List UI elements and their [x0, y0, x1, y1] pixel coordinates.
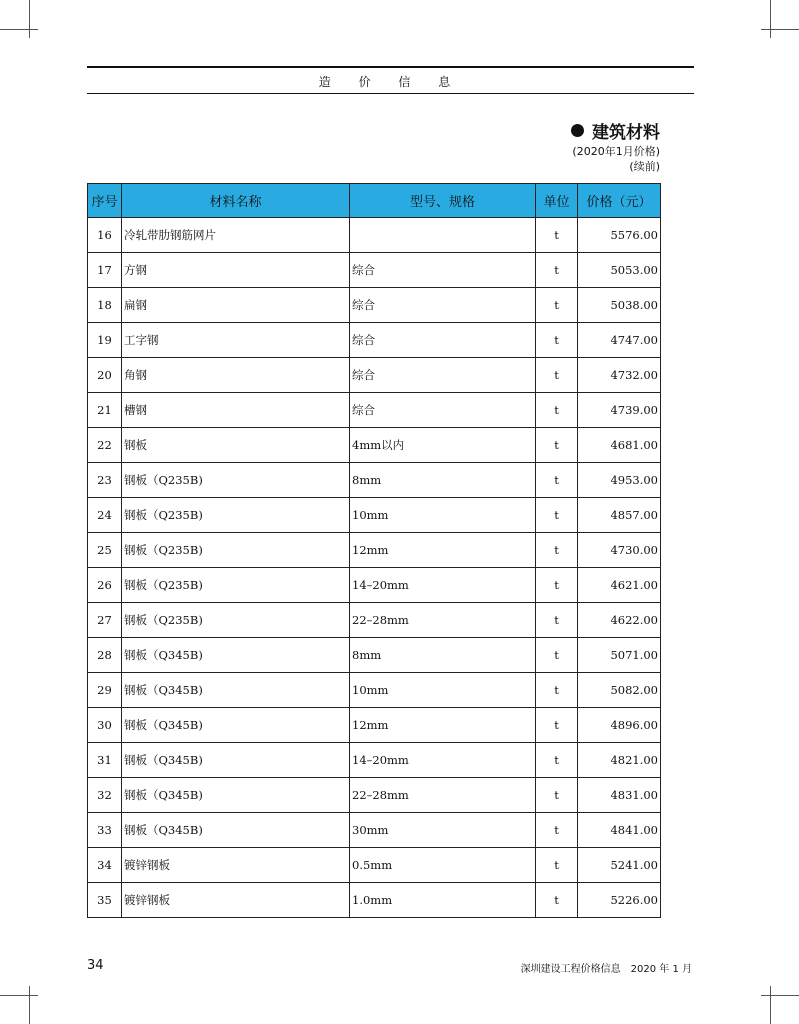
cell-material-name: 镀锌钢板	[122, 883, 350, 918]
cell-price: 4730.00	[578, 533, 661, 568]
section-heading	[571, 118, 660, 143]
publication-info: 深圳建设工程价格信息 2020 年 1 月	[520, 964, 692, 975]
table-row	[88, 393, 661, 428]
cell-price: 4953.00	[578, 463, 661, 498]
cell-unit: t	[536, 708, 578, 743]
cell-no: 26	[88, 568, 122, 603]
table-row	[88, 708, 661, 743]
cell-unit: t	[536, 463, 578, 498]
cell-material-name: 扁钢	[122, 288, 350, 323]
cell-price: 4857.00	[578, 498, 661, 533]
cell-price: 4831.00	[578, 778, 661, 813]
table-row	[88, 673, 661, 708]
table-row	[88, 883, 661, 918]
cell-spec: 综合	[350, 253, 536, 288]
cell-no: 20	[88, 358, 122, 393]
table-row	[88, 253, 661, 288]
table-row	[88, 813, 661, 848]
crop-mark	[0, 29, 38, 30]
cell-no: 31	[88, 743, 122, 778]
table-row	[88, 638, 661, 673]
cell-price: 4622.00	[578, 603, 661, 638]
cell-spec: 8mm	[350, 638, 536, 673]
page-number: 34	[87, 958, 104, 973]
cell-unit: t	[536, 428, 578, 463]
cell-price: 4681.00	[578, 428, 661, 463]
col-header-unit: 单位	[536, 184, 578, 218]
cell-unit: t	[536, 848, 578, 883]
crop-mark	[0, 995, 38, 996]
cell-unit: t	[536, 638, 578, 673]
cell-no: 19	[88, 323, 122, 358]
table-row	[88, 603, 661, 638]
cell-material-name: 镀锌钢板	[122, 848, 350, 883]
cell-price: 5226.00	[578, 883, 661, 918]
cell-unit: t	[536, 603, 578, 638]
cell-price: 4896.00	[578, 708, 661, 743]
cell-no: 35	[88, 883, 122, 918]
cell-unit: t	[536, 218, 578, 253]
table-row	[88, 428, 661, 463]
cell-spec: 4mm以内	[350, 428, 536, 463]
cell-no: 18	[88, 288, 122, 323]
cell-price: 5038.00	[578, 288, 661, 323]
cell-price: 5071.00	[578, 638, 661, 673]
cell-material-name: 钢板（Q235B)	[122, 533, 350, 568]
cell-no: 27	[88, 603, 122, 638]
cell-price: 4621.00	[578, 568, 661, 603]
cell-unit: t	[536, 253, 578, 288]
cell-price: 4732.00	[578, 358, 661, 393]
cell-spec: 综合	[350, 358, 536, 393]
cell-spec: 10mm	[350, 673, 536, 708]
crop-mark	[29, 986, 30, 1024]
cell-price: 4747.00	[578, 323, 661, 358]
col-header-price: 价格（元）	[578, 184, 661, 218]
cell-unit: t	[536, 673, 578, 708]
cell-no: 32	[88, 778, 122, 813]
cell-spec: 8mm	[350, 463, 536, 498]
running-header-title: 造 价 信 息	[318, 75, 463, 89]
cell-material-name: 钢板（Q235B)	[122, 603, 350, 638]
price-date-note: (2020年1月价格)	[572, 145, 660, 158]
table-header-row	[88, 184, 661, 218]
crop-mark	[761, 29, 799, 30]
cell-no: 17	[88, 253, 122, 288]
cell-spec: 22–28mm	[350, 603, 536, 638]
cell-spec: 14–20mm	[350, 743, 536, 778]
cell-spec: 12mm	[350, 533, 536, 568]
cell-spec: 0.5mm	[350, 848, 536, 883]
cell-no: 28	[88, 638, 122, 673]
table-row	[88, 778, 661, 813]
bullet-icon	[571, 124, 584, 137]
cell-no: 22	[88, 428, 122, 463]
cell-unit: t	[536, 813, 578, 848]
cell-unit: t	[536, 743, 578, 778]
cell-no: 21	[88, 393, 122, 428]
cell-material-name: 钢板（Q345B)	[122, 813, 350, 848]
col-header-no: 序号	[88, 184, 122, 218]
cell-material-name: 钢板（Q345B)	[122, 638, 350, 673]
cell-material-name: 钢板（Q235B)	[122, 568, 350, 603]
cell-unit: t	[536, 393, 578, 428]
cell-spec: 10mm	[350, 498, 536, 533]
table-row	[88, 568, 661, 603]
cell-spec: 30mm	[350, 813, 536, 848]
cell-price: 4841.00	[578, 813, 661, 848]
cell-unit: t	[536, 533, 578, 568]
cell-spec: 综合	[350, 288, 536, 323]
col-header-name: 材料名称	[122, 184, 350, 218]
cell-spec: 14–20mm	[350, 568, 536, 603]
cell-material-name: 钢板（Q345B)	[122, 673, 350, 708]
cell-unit: t	[536, 358, 578, 393]
cell-spec	[350, 218, 536, 253]
cell-material-name: 钢板（Q235B)	[122, 498, 350, 533]
table-row	[88, 463, 661, 498]
table-row	[88, 533, 661, 568]
cell-spec: 12mm	[350, 708, 536, 743]
cell-material-name: 槽钢	[122, 393, 350, 428]
table-row	[88, 848, 661, 883]
cell-spec: 综合	[350, 323, 536, 358]
cell-material-name: 方钢	[122, 253, 350, 288]
section-title: 建筑材料	[592, 123, 660, 143]
cell-unit: t	[536, 288, 578, 323]
cell-unit: t	[536, 778, 578, 813]
table-row	[88, 743, 661, 778]
table-row	[88, 288, 661, 323]
cell-price: 5576.00	[578, 218, 661, 253]
table-row	[88, 498, 661, 533]
cell-material-name: 冷轧带肋钢筋网片	[122, 218, 350, 253]
header-rule-top	[87, 66, 694, 68]
cell-unit: t	[536, 883, 578, 918]
cell-no: 33	[88, 813, 122, 848]
cell-material-name: 工字钢	[122, 323, 350, 358]
cell-spec: 1.0mm	[350, 883, 536, 918]
cell-price: 5082.00	[578, 673, 661, 708]
table-row	[88, 323, 661, 358]
continued-note: (续前)	[629, 160, 660, 173]
col-header-spec: 型号、规格	[350, 184, 536, 218]
cell-no: 16	[88, 218, 122, 253]
cell-no: 25	[88, 533, 122, 568]
crop-mark	[770, 986, 771, 1024]
header-rule-bottom	[87, 93, 694, 94]
table-row	[88, 358, 661, 393]
cell-unit: t	[536, 568, 578, 603]
cell-no: 24	[88, 498, 122, 533]
cell-no: 23	[88, 463, 122, 498]
crop-mark	[770, 0, 771, 38]
cell-spec: 综合	[350, 393, 536, 428]
cell-no: 30	[88, 708, 122, 743]
cell-material-name: 钢板	[122, 428, 350, 463]
cell-material-name: 钢板（Q235B)	[122, 463, 350, 498]
cell-unit: t	[536, 323, 578, 358]
crop-mark	[761, 995, 799, 996]
cell-price: 4821.00	[578, 743, 661, 778]
crop-mark	[29, 0, 30, 38]
cell-material-name: 钢板（Q345B)	[122, 708, 350, 743]
cell-price: 5241.00	[578, 848, 661, 883]
cell-unit: t	[536, 498, 578, 533]
price-table	[87, 183, 661, 918]
table-row	[88, 218, 661, 253]
cell-price: 5053.00	[578, 253, 661, 288]
cell-no: 34	[88, 848, 122, 883]
cell-material-name: 钢板（Q345B)	[122, 778, 350, 813]
cell-spec: 22–28mm	[350, 778, 536, 813]
cell-no: 29	[88, 673, 122, 708]
cell-material-name: 钢板（Q345B)	[122, 743, 350, 778]
cell-material-name: 角钢	[122, 358, 350, 393]
cell-price: 4739.00	[578, 393, 661, 428]
